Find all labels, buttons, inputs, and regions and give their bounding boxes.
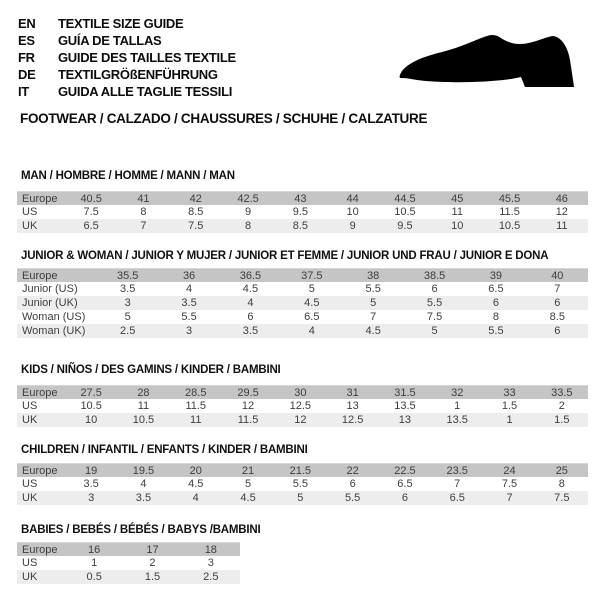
size-value: 8 (492, 311, 499, 323)
table-title-children: CHILDREN / INFANTIL / ENFANTS / KINDER / BAMBINI (21, 444, 308, 456)
size-value: 43 (294, 193, 307, 205)
size-value: 5 (244, 478, 252, 490)
table-row-woman-uk (17, 324, 588, 338)
size-value: 8.5 (292, 220, 308, 232)
table-title-man: MAN / HOMBRE / HOMME / MANN / MAN (21, 170, 235, 182)
size-value: 6 (554, 325, 561, 337)
size-value: 24 (503, 465, 516, 477)
row-label: Junior (US) (22, 283, 78, 295)
language-list (18, 15, 236, 100)
size-value: 13 (346, 400, 359, 412)
size-value: 23.5 (446, 465, 468, 477)
size-value: 10.5 (80, 400, 102, 412)
table-row-europe (17, 463, 588, 477)
table-title-kids: KIDS / NIÑOS / DES GAMINS / KINDER / BAMBINI (21, 364, 281, 376)
size-value: 12 (294, 414, 307, 426)
size-value: 2.5 (120, 325, 136, 337)
size-value: 8 (244, 220, 252, 232)
size-value: 28 (137, 387, 150, 399)
size-value: 1 (91, 557, 98, 569)
size-value: 42 (189, 193, 202, 205)
row-label: US (22, 478, 38, 490)
size-value: 12 (241, 400, 255, 412)
table-row-us (17, 477, 588, 491)
size-value: 4 (192, 492, 199, 504)
size-value: 4.5 (242, 283, 259, 295)
size-value: 10.5 (394, 206, 416, 218)
size-value: 44.5 (394, 193, 416, 205)
size-value: 12.5 (289, 400, 312, 412)
size-value: 8.5 (549, 311, 565, 323)
size-value: 3 (186, 325, 193, 337)
table-title-babies: BABIES / BEBÉS / BÉBÉS / BABYS /BAMBINI (21, 524, 261, 536)
row-label: UK (22, 220, 38, 232)
size-value: 7 (370, 311, 377, 323)
size-value: 3 (88, 492, 95, 504)
size-value: 10 (346, 206, 359, 218)
size-value: 29.5 (237, 387, 259, 399)
language-row-de (18, 66, 236, 83)
size-value: 18 (204, 544, 217, 556)
size-value: 4.5 (240, 492, 256, 504)
size-value: 9 (244, 206, 252, 218)
size-value: 5 (431, 325, 438, 337)
size-value: 45 (451, 193, 464, 205)
language-code: DE (18, 67, 36, 82)
row-label: Woman (UK) (22, 325, 86, 337)
row-label: US (22, 206, 38, 218)
size-value: 11 (137, 400, 150, 412)
size-value: 10.5 (132, 414, 155, 426)
size-value: 3.5 (242, 325, 259, 337)
size-value: 32 (451, 387, 464, 399)
size-value: 21 (241, 465, 255, 477)
row-label: Europe (22, 544, 58, 556)
size-value: 11.5 (185, 400, 207, 412)
size-value: 10 (451, 220, 464, 232)
size-value: 3.5 (83, 478, 99, 490)
size-value: 38 (367, 270, 380, 282)
size-value: 33 (503, 387, 516, 399)
table-row-uk (17, 570, 240, 584)
table-row-junior-uk (17, 296, 588, 310)
table-row-junior-us (17, 282, 588, 296)
size-value: 13 (398, 414, 412, 426)
size-value: 6.5 (449, 492, 465, 504)
size-value: 6 (401, 492, 408, 504)
size-value: 27.5 (80, 387, 102, 399)
guide-title-de: TEXTILGRÖßENFÜHRUNG (58, 67, 218, 82)
guide-title-fr: GUIDE DES TAILLES TEXTILE (58, 50, 236, 65)
table-row-europe (17, 268, 588, 282)
size-value: 5 (370, 297, 377, 309)
row-label: Europe (22, 465, 58, 477)
size-value: 1.5 (144, 571, 161, 583)
size-grid-man (17, 191, 588, 233)
row-label: US (22, 557, 38, 569)
size-value: 13.5 (394, 400, 416, 412)
table-row-woman-us (17, 310, 588, 324)
row-label: US (22, 400, 38, 412)
guide-title-es: GUÍA DE TALLAS (58, 33, 162, 48)
size-value: 5 (308, 283, 315, 295)
row-label: UK (22, 492, 38, 504)
size-value: 46 (555, 193, 568, 205)
size-value: 5.5 (181, 311, 197, 323)
size-value: 9 (349, 220, 356, 232)
size-value: 7 (140, 220, 147, 232)
language-code: ES (18, 33, 35, 48)
size-value: 3 (124, 297, 131, 309)
size-value: 40.5 (80, 193, 102, 205)
table-row-uk (17, 219, 588, 233)
size-value: 36.5 (239, 270, 262, 282)
row-label: Europe (22, 387, 58, 399)
language-row-en (18, 15, 236, 32)
size-value: 6.5 (397, 478, 413, 490)
row-label: Europe (22, 193, 58, 205)
size-value: 45.5 (498, 193, 521, 205)
size-value: 7.5 (501, 478, 518, 490)
size-value: 38.5 (423, 270, 446, 282)
table-row-europe (17, 385, 588, 399)
size-value: 21.5 (289, 465, 312, 477)
size-value: 42.5 (237, 193, 259, 205)
row-label: UK (22, 571, 38, 583)
table-row-us (17, 205, 588, 219)
size-value: 8 (140, 206, 147, 218)
language-code: FR (18, 50, 35, 65)
category-line: FOOTWEAR / CALZADO / CHAUSSURES / SCHUHE / CALZATURE (20, 111, 428, 126)
size-value: 41 (137, 193, 150, 205)
size-value: 19 (85, 465, 98, 477)
size-value: 7 (506, 492, 513, 504)
size-value: 1.5 (554, 414, 570, 426)
size-value: 1.5 (501, 400, 518, 412)
size-value: 31.5 (394, 387, 416, 399)
size-value: 5.5 (365, 283, 381, 295)
size-value: 35.5 (116, 270, 139, 282)
size-value: 11 (190, 414, 202, 426)
language-row-es (18, 32, 236, 49)
size-value: 16 (88, 544, 101, 556)
table-row-europe (17, 191, 588, 205)
size-value: 8.5 (188, 206, 204, 218)
size-value: 25 (555, 465, 568, 477)
table-row-uk (17, 491, 588, 505)
size-value: 7 (454, 478, 461, 490)
size-value: 10.5 (498, 220, 521, 232)
size-value: 10 (85, 414, 98, 426)
size-value: 5.5 (292, 478, 308, 490)
language-row-it (18, 83, 236, 100)
size-value: 11.5 (237, 414, 259, 426)
size-value: 11 (451, 206, 463, 218)
size-value: 6.5 (304, 311, 320, 323)
size-value: 2 (558, 400, 565, 412)
size-value: 4.5 (365, 325, 381, 337)
size-value: 22.5 (394, 465, 416, 477)
row-label: Junior (UK) (22, 297, 78, 309)
size-grid-children (17, 463, 588, 505)
row-label: Woman (US) (22, 311, 86, 323)
size-value: 4.5 (188, 478, 204, 490)
size-value: 6 (247, 311, 254, 323)
size-value: 2 (149, 557, 156, 569)
size-value: 7.5 (188, 220, 204, 232)
size-value: 4.5 (304, 297, 320, 309)
size-value: 20 (189, 465, 202, 477)
size-value: 3.5 (135, 492, 152, 504)
table-row-us (17, 556, 240, 570)
guide-title-en: TEXTILE SIZE GUIDE (58, 16, 184, 31)
size-value: 1 (454, 400, 461, 412)
size-value: 1 (506, 414, 513, 426)
size-value: 11 (556, 220, 568, 232)
size-grid-babies (17, 542, 240, 584)
size-value: 3.5 (120, 283, 136, 295)
size-value: 31 (346, 387, 359, 399)
size-value: 5.5 (488, 325, 504, 337)
size-value: 12 (555, 206, 568, 218)
shoe-icon (397, 30, 575, 90)
size-value: 28.5 (185, 387, 207, 399)
size-value: 5.5 (344, 492, 361, 504)
language-code: IT (18, 84, 29, 99)
size-value: 6.5 (83, 220, 99, 232)
guide-title-it: GUIDA ALLE TAGLIE TESSILI (58, 84, 233, 99)
size-value: 37.5 (301, 270, 323, 282)
size-value: 22 (346, 465, 359, 477)
size-value: 4 (308, 325, 315, 337)
size-value: 39 (489, 270, 503, 282)
size-value: 5.5 (426, 297, 443, 309)
size-value: 12.5 (341, 414, 364, 426)
size-value: 6 (554, 297, 561, 309)
size-value: 0.5 (86, 571, 102, 583)
size-value: 4 (247, 297, 254, 309)
size-value: 5 (297, 492, 304, 504)
size-value: 6.5 (488, 283, 504, 295)
size-value: 4 (186, 283, 193, 295)
row-label: Europe (22, 270, 58, 282)
size-value: 4 (140, 478, 147, 490)
size-value: 36 (182, 270, 196, 282)
size-value: 7.5 (83, 206, 99, 218)
size-value: 17 (146, 544, 159, 556)
table-row-us (17, 399, 588, 413)
size-value: 6 (431, 283, 438, 295)
size-value: 40 (551, 270, 564, 282)
size-value: 3.5 (181, 297, 197, 309)
size-value: 2.5 (203, 571, 219, 583)
size-value: 13.5 (446, 414, 468, 426)
size-value: 11.5 (499, 206, 520, 218)
row-label: UK (22, 414, 38, 426)
size-value: 30 (294, 387, 307, 399)
size-grid-junior (17, 268, 588, 338)
table-row-europe (17, 542, 240, 556)
size-value: 9.5 (397, 220, 413, 232)
size-value: 6 (492, 297, 499, 309)
size-value: 7 (554, 283, 561, 295)
size-value: 33.5 (551, 387, 573, 399)
language-code: EN (18, 16, 36, 31)
size-value: 7.5 (426, 311, 443, 323)
language-row-fr (18, 49, 236, 66)
table-row-uk (17, 413, 588, 427)
table-title-junior: JUNIOR & WOMAN / JUNIOR Y MUJER / JUNIOR ET FEMME / JUNIOR UND FRAU / JUNIOR E DONA (21, 250, 549, 262)
size-value: 6 (349, 478, 356, 490)
size-value: 9.5 (292, 206, 308, 218)
size-value: 7.5 (554, 492, 570, 504)
size-value: 5 (124, 311, 131, 323)
size-grid-kids (17, 385, 588, 427)
size-value: 8 (558, 478, 565, 490)
size-value: 44 (346, 193, 359, 205)
size-value: 19.5 (132, 465, 155, 477)
size-value: 3 (207, 557, 214, 569)
